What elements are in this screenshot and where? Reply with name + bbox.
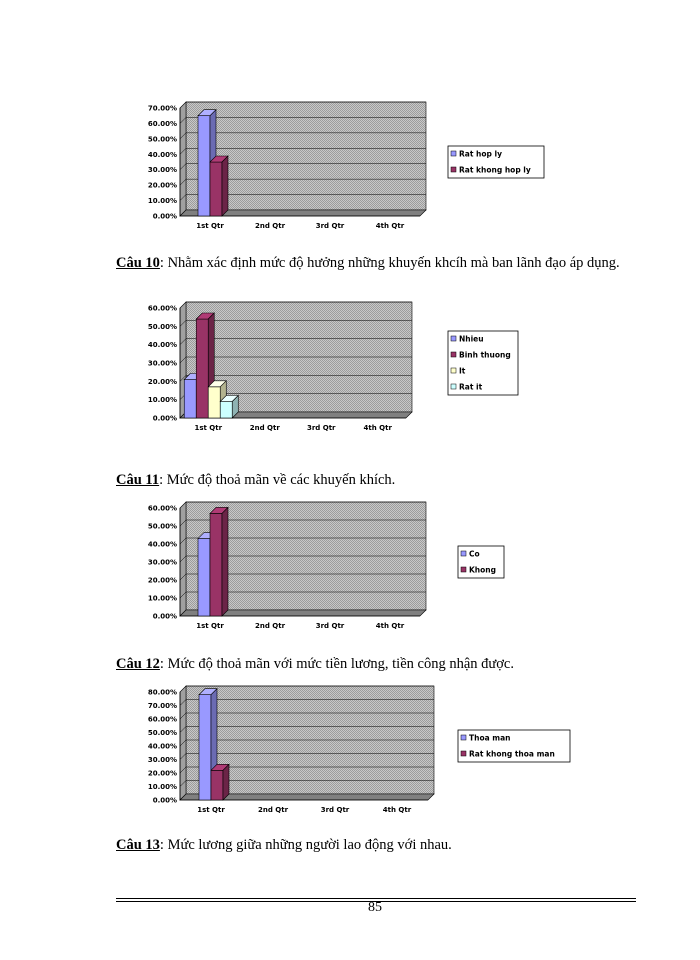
bar	[210, 156, 228, 216]
y-tick-label: 0.00%	[152, 212, 177, 221]
question-12	[116, 655, 636, 674]
legend-swatch	[461, 551, 466, 556]
x-tick-label: 4th Qtr	[363, 424, 392, 432]
y-tick-label: 70.00%	[147, 702, 177, 710]
y-tick-label: 10.00%	[147, 396, 177, 405]
bar	[210, 507, 228, 616]
y-tick-label: 50.00%	[147, 729, 177, 737]
legend-swatch	[461, 735, 466, 740]
footer-rule-top	[116, 898, 636, 899]
legend-swatch	[451, 151, 456, 156]
y-tick-label: 30.00%	[147, 756, 177, 764]
y-tick-label: 20.00%	[147, 181, 177, 190]
y-tick-label: 30.00%	[147, 359, 177, 368]
legend-swatch	[461, 751, 466, 756]
x-tick-label: 2nd Qtr	[254, 622, 286, 630]
y-tick-label: 60.00%	[147, 715, 177, 724]
legend-swatch	[451, 336, 456, 341]
y-tick-label: 10.00%	[147, 594, 177, 603]
legend-label: Nhieu	[459, 334, 484, 344]
legend	[458, 546, 504, 578]
y-tick-label: 40.00%	[147, 150, 177, 159]
x-tick-label: 3rd Qtr	[320, 806, 350, 814]
legend-label: It	[459, 366, 466, 376]
legend-label: Rat hop ly	[459, 149, 502, 159]
y-tick-label: 10.00%	[147, 783, 177, 791]
y-tick-label: 0.00%	[152, 414, 177, 423]
x-tick-label: 1st Qtr	[196, 222, 224, 230]
question-text: : Mức độ thoả mãn về các khuyến khích.	[159, 472, 396, 488]
y-tick-label: 60.00%	[147, 504, 177, 513]
x-tick-label: 3rd Qtr	[315, 222, 345, 230]
chart-4	[140, 684, 580, 819]
question-10	[116, 254, 636, 273]
x-tick-label: 4th Qtr	[375, 622, 405, 630]
y-tick-label: 40.00%	[147, 742, 177, 751]
bar-chart	[140, 684, 580, 819]
legend-swatch	[451, 352, 456, 357]
x-tick-label: 4th Qtr	[382, 806, 412, 814]
x-tick-label: 1st Qtr	[197, 806, 225, 814]
y-tick-label: 60.00%	[147, 304, 177, 313]
legend-label: Khong	[469, 565, 497, 575]
legend-swatch	[451, 167, 456, 172]
bar	[220, 396, 238, 419]
question-13	[116, 836, 636, 855]
question-label: Câu 11	[116, 472, 160, 488]
question-text: : Mức độ thoả mãn với mức tiền lương, tiền công nhận được.	[159, 656, 514, 672]
y-tick-label: 50.00%	[147, 322, 177, 331]
legend-swatch	[451, 368, 456, 373]
page-number: 85	[368, 900, 382, 915]
x-tick-label: 2nd Qtr	[257, 806, 289, 814]
chart-2	[140, 300, 560, 440]
plot-side-wall	[180, 102, 186, 216]
legend-label: Rat khong thoa man	[469, 749, 555, 759]
y-tick-label: 70.00%	[147, 104, 177, 113]
y-tick-label: 20.00%	[147, 769, 177, 778]
y-tick-label: 60.00%	[147, 119, 177, 128]
bar-chart	[140, 100, 560, 230]
legend-label: Co	[469, 549, 480, 559]
y-tick-label: 40.00%	[147, 540, 177, 549]
y-tick-label: 30.00%	[147, 558, 177, 567]
legend	[448, 146, 544, 178]
x-tick-label: 3rd Qtr	[315, 622, 345, 630]
x-tick-label: 1st Qtr	[196, 622, 224, 630]
x-tick-label: 3rd Qtr	[306, 424, 336, 432]
chart-3	[140, 500, 560, 635]
y-tick-label: 40.00%	[147, 341, 177, 350]
y-tick-label: 50.00%	[147, 135, 177, 144]
legend-label: Rat it	[459, 382, 483, 392]
question-11	[116, 471, 636, 490]
bar-chart	[140, 300, 560, 440]
y-tick-label: 80.00%	[147, 688, 177, 697]
y-tick-label: 0.00%	[152, 612, 177, 621]
legend-label: Thoa man	[469, 733, 511, 743]
x-tick-label: 2nd Qtr	[254, 222, 286, 230]
legend-swatch	[451, 384, 456, 389]
x-tick-label: 4th Qtr	[375, 222, 405, 230]
legend	[458, 730, 570, 762]
question-text: : Nhằm xác định mức độ hưởng những khuyến khcíh mà ban lãnh đạo áp dụng.	[159, 255, 620, 271]
question-label: Câu 13	[116, 837, 160, 853]
y-tick-label: 30.00%	[147, 166, 177, 175]
question-text: : Mức lương giữa những người lao động với nhau.	[159, 837, 452, 853]
legend-swatch	[461, 567, 466, 572]
chart-1	[140, 100, 560, 230]
bar-chart	[140, 500, 560, 635]
bar	[211, 764, 229, 800]
legend-label: Binh thuong	[459, 350, 511, 360]
y-tick-label: 0.00%	[152, 796, 177, 805]
y-tick-label: 50.00%	[147, 522, 177, 531]
y-tick-label: 20.00%	[147, 377, 177, 386]
question-label: Câu 10	[116, 255, 160, 271]
legend	[448, 331, 518, 395]
x-tick-label: 2nd Qtr	[249, 424, 280, 432]
legend-label: Rat khong hop ly	[459, 165, 531, 175]
question-label: Câu 12	[116, 656, 160, 672]
x-tick-label: 1st Qtr	[194, 424, 223, 432]
y-tick-label: 20.00%	[147, 576, 177, 585]
y-tick-label: 10.00%	[147, 197, 177, 206]
